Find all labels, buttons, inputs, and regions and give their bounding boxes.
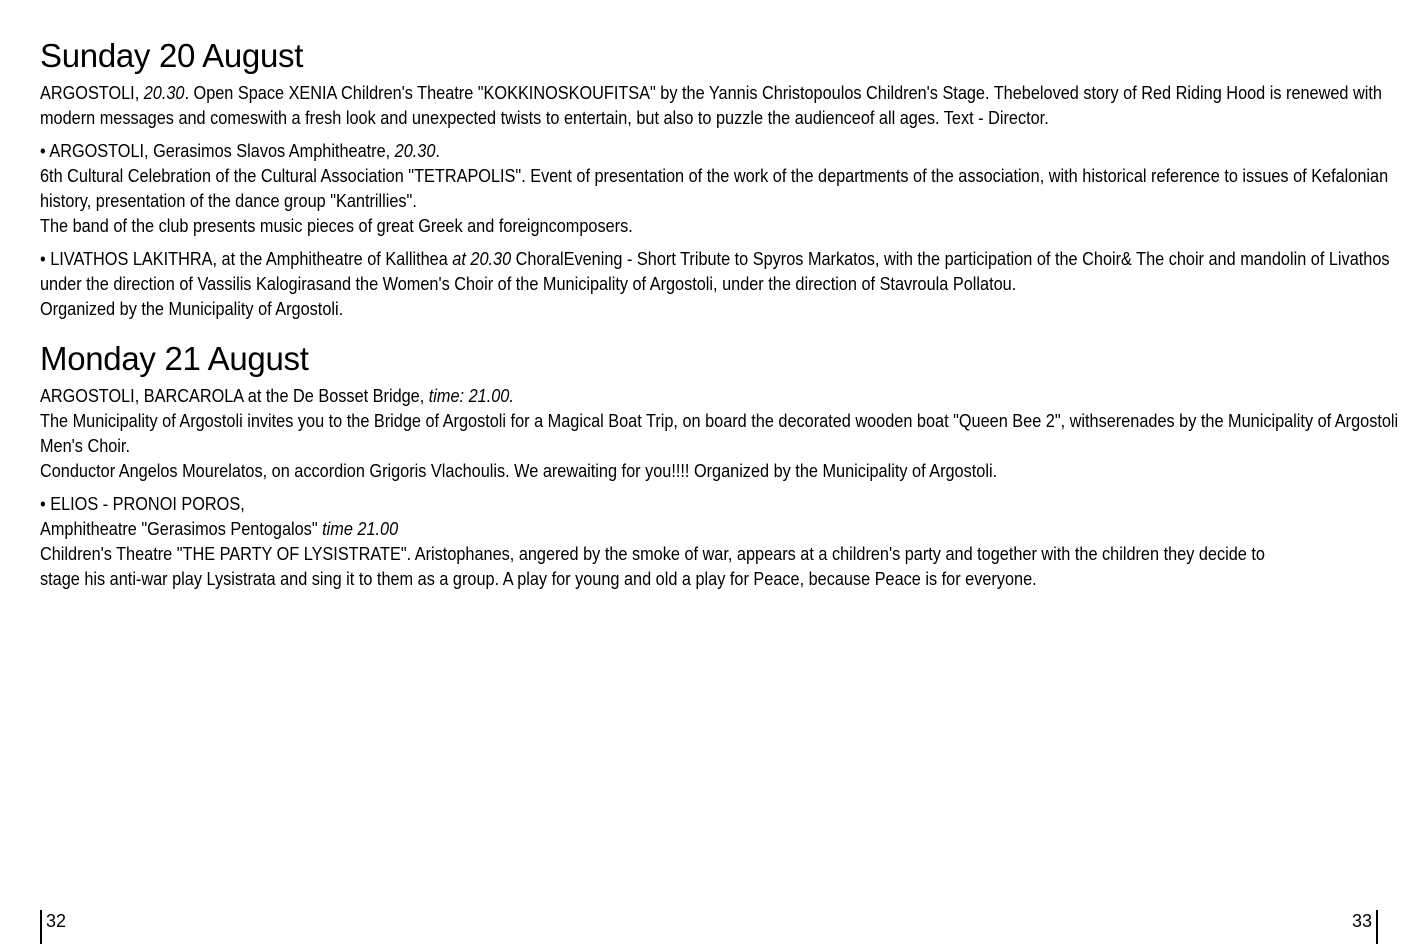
event-place: ARGOSTOLI, Gerasimos Slavos Amphitheatre,: [49, 140, 395, 161]
event-venue: Amphitheatre "Gerasimos Pentogalos": [40, 518, 323, 539]
event-livathos: [40, 246, 1412, 296]
event-elios-description: Children's Theatre "THE PARTY OF LYSISTRATE". Aristophanes, angered by the smoke of war, appears at a children's party and together with the children they decide to stage his anti-war play Lysistrata and sing it to them as a group. A play for young and old a play for Peace, because Peace is for everyone.: [40, 543, 1265, 589]
event-description: . Open Space XENIA Children's Theatre "KOKKINOSKOUFITSA" by the Yannis Christopoulos Children's Stage. Thebeloved story of Red Riding Hood is renewed with modern messages and comeswith a fresh look and unexpected twists to entertain, but also to puzzle the audienceof all ages. Text - Director.: [40, 82, 1382, 128]
event-elios-place: • ELIOS - PRONOI POROS,: [40, 491, 1412, 516]
event-time: 20.30: [394, 140, 436, 161]
event-time: at 20.30: [452, 248, 512, 269]
event-description: ChoralEvening - Short Tribute to Spyros Markatos, with the participation of the Choir& The choir and mandolin of Livathos under the direction of Vassilis Kalogirasand the Women's Choir of the Municipality of Argostoli, under the direction of Stavroula Pollatou.: [40, 248, 1390, 294]
event-time: time 21.00: [322, 518, 399, 539]
day-heading-sunday: Sunday 20 August: [40, 37, 304, 74]
event-place: ARGOSTOLI,: [40, 82, 144, 103]
page-number-right: 33: [1352, 910, 1378, 944]
event-barcarola-description: The Municipality of Argostoli invites you to the Bridge of Argostoli for a Magical Boat Trip, on board the decorated wooden boat "Queen Bee 2", withserenades by the Municipality of Argostoli Men's Choir.: [40, 410, 1399, 456]
event-time: time: 21.00.: [428, 385, 514, 406]
event-elios-venue: [40, 516, 1412, 541]
day-heading-monday: Monday 21 August: [40, 340, 309, 377]
event-barcarola-header: [40, 383, 1412, 408]
event-time: 20.30: [143, 82, 185, 103]
event-barcarola-conductor: Conductor Angelos Mourelatos, on accordion Grigoris Vlachoulis. We arewaiting for you!!!! Organized by the Municipality of Argostoli.: [40, 460, 998, 481]
event-xenia: [40, 80, 1412, 130]
event-tetrapolis-band: The band of the club presents music pieces of great Greek and foreigncomposers.: [40, 215, 633, 236]
document-body: [40, 36, 1412, 591]
event-livathos-organizer: Organized by the Municipality of Argostoli.: [40, 298, 344, 319]
page-number-left: 32: [40, 910, 66, 944]
event-place: LIVATHOS LAKITHRA, at the Amphitheatre of Kallithea: [50, 248, 453, 269]
event-tetrapolis-description: 6th Cultural Celebration of the Cultural Association "TETRAPOLIS". Event of presentation of the work of the departments of the association, with historical reference to issues of Kefalonian history, presentation of the dance group "Kantrillies".: [40, 165, 1389, 211]
event-tetrapolis-header: • ARGOSTOLI, Gerasimos Slavos Amphitheatre, 20.30.: [40, 138, 1412, 163]
event-place: ARGOSTOLI, BARCAROLA at the De Bosset Bridge,: [40, 385, 429, 406]
